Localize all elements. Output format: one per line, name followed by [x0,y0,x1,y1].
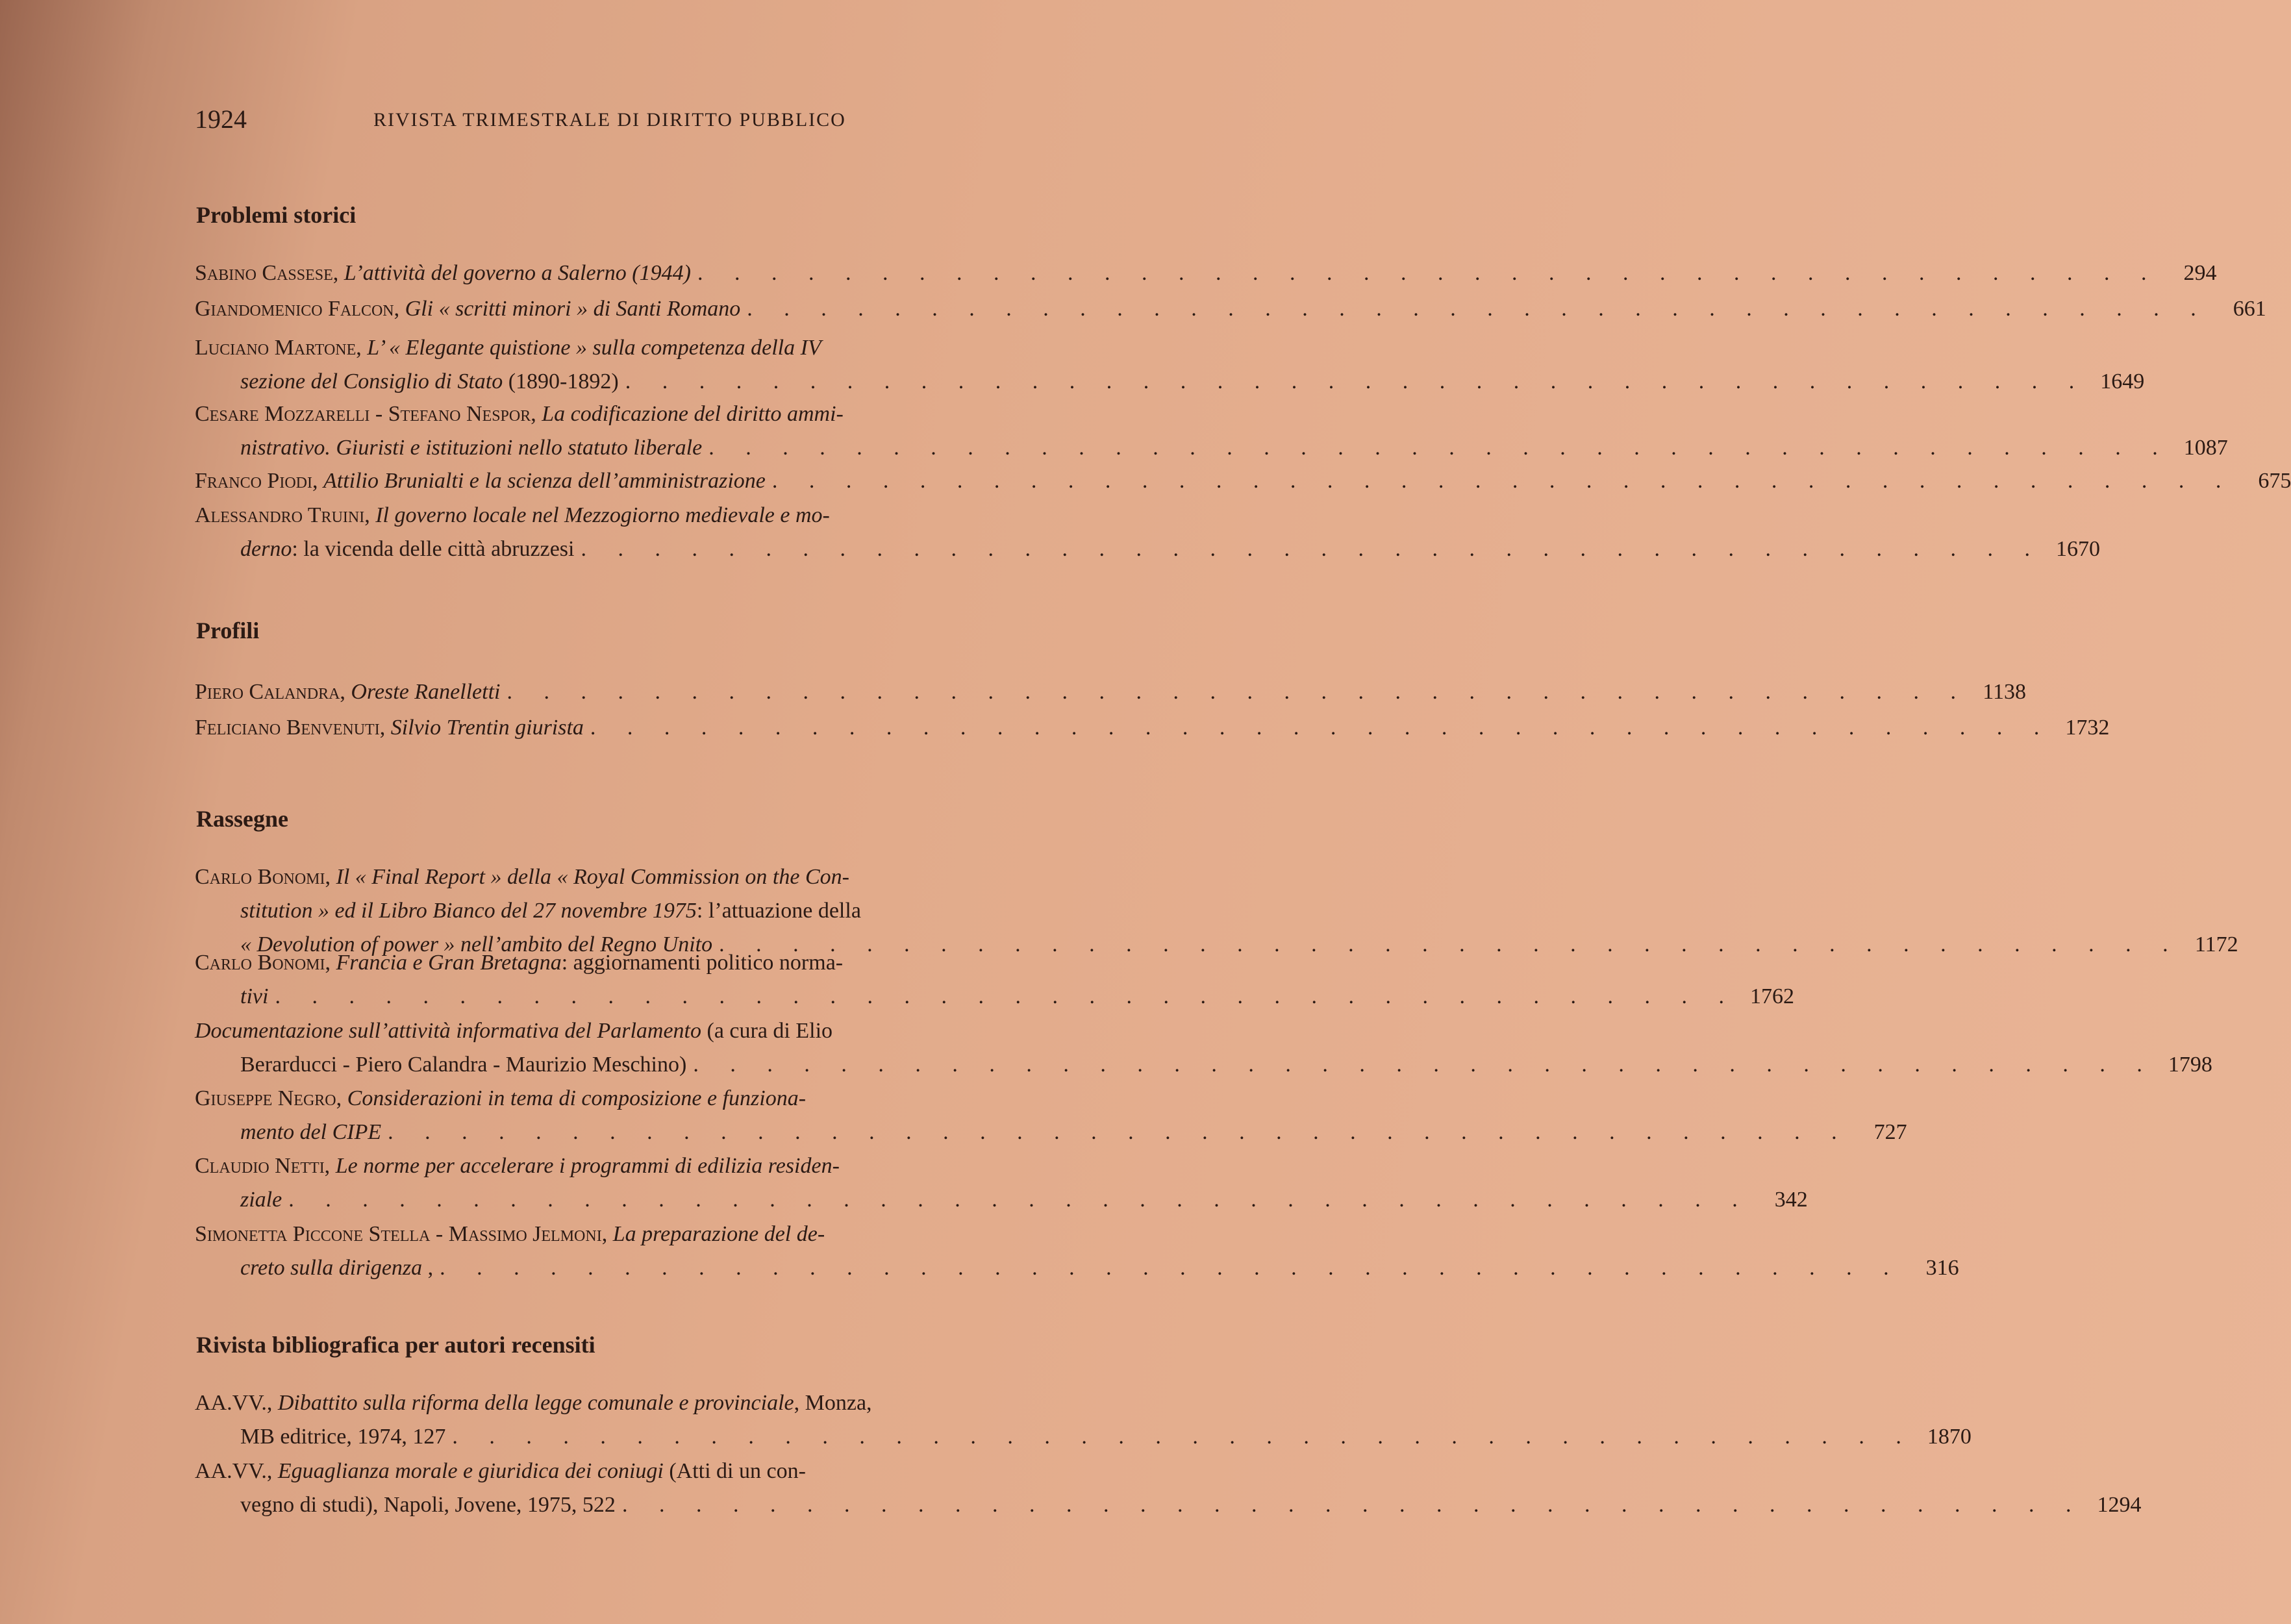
entry-author: Alessandro Truini, [195,503,376,527]
toc-entry [195,1014,2212,1082]
dot-leader: . . . . . . . . . . . . . . . . . . . . . . . . . . . . . . . . . . . . . . . . [708,436,2171,460]
entry-title: Silvio Trentin giurista [390,716,584,740]
entry-line [195,431,2228,465]
toc-entry [195,1386,1972,1454]
entry-page-number: 1294 [2097,1493,2142,1517]
entry-title: Considerazioni in tema di composizione e funziona- [347,1086,807,1110]
entry-author: AA.VV., [195,1391,278,1415]
entry-title: ziale [240,1188,282,1212]
entry-title: nistrativo. Giuristi e istituzioni nello statuto liberale [240,436,703,460]
entry-detail: (1890-1892) [503,369,619,394]
dot-leader: . . . . . . . . . . . . . . . . . . . . . . . . . . . . . . . . . . . . . . . . [388,1120,1850,1144]
entry-line [195,894,1029,928]
entry-title: derno [240,537,292,561]
section-heading: Problemi storici [196,202,357,228]
entry-text [195,1082,806,1116]
entry-author: AA.VV., [195,1459,278,1483]
entry-line [195,1082,1029,1116]
entry-text [195,499,830,532]
entry-page-number: 1762 [1749,984,1794,1008]
entry-line [195,711,2110,745]
entry-text [240,365,619,399]
dot-leader: . . . . . . . . . . . . . . . . . . . . . . . . . . . . . . . . . . . . . . . . [275,984,1737,1008]
entry-detail: , Monza, [794,1391,872,1415]
toc-entry [195,256,2217,290]
toc-entry [195,464,2291,498]
dot-leader: . . . . . . . . . . . . . . . . . . . . . . . . . . . . . . . . . . . . . . . . [625,369,2088,394]
entry-title: sezione del Consiglio di Stato [240,369,503,394]
entry-text [195,711,584,745]
entry-text [240,894,861,928]
toc-entry [195,499,2100,566]
entry-text [195,397,844,431]
entry-text [240,1048,686,1082]
entry-author: Luciano Martone, [195,336,368,360]
entry-line [195,946,1029,980]
entry-line [195,1014,1029,1048]
entry-title: Gli « scritti minori » di Santi Romano [405,297,741,321]
entry-line [195,1251,1959,1285]
entry-line [195,980,1794,1014]
entry-detail: : l’attuazione della [696,899,861,923]
entry-text [240,1116,381,1149]
entry-line [195,1149,1029,1183]
page-number: 1924 [195,105,247,134]
entry-text [240,1420,445,1454]
entry-title: L’attività del governo a Salerno (1944) [344,261,691,285]
dot-leader: . . . . . . . . . . . . . . . . . . . . . . . . . . . . . . . . . . . . . . . . [590,716,2053,740]
entry-text [195,946,843,980]
entry-page-number: 1798 [2168,1053,2212,1077]
entry-text [195,292,740,326]
entry-title: L’ « Elegante quistione » sulla competenza della IV [367,336,821,360]
entry-page-number: 1087 [2183,436,2228,460]
entry-author: Carlo Bonomi, [195,865,336,889]
entry-text [195,464,766,498]
entry-text [195,331,821,365]
entry-line [195,1116,1907,1149]
entry-line [195,331,1029,365]
entry-title: Attilio Brunialti e la scienza dell’amministrazione [323,469,766,493]
entry-author: Simonetta Piccone Stella - Massimo Jelmoni, [195,1222,613,1246]
entry-detail: : aggiornamenti politico norma- [561,951,844,975]
entry-line [195,1488,2142,1522]
entry-title: Il governo locale nel Mezzogiorno medievale e mo- [375,503,830,527]
entry-author: Franco Piodi, [195,469,323,493]
entry-page-number: 316 [1925,1256,1959,1280]
entry-detail: : la vicenda delle città abruzzesi [292,537,575,561]
entry-author: Carlo Bonomi, [195,951,336,975]
entry-text [195,1014,833,1048]
toc-entry [195,711,2110,745]
entry-line [195,675,2026,709]
entry-text [240,1183,282,1217]
dot-leader: . . . . . . . . . . . . . . . . . . . . . . . . . . . . . . . . . . . . . . . . [440,1256,1902,1280]
entry-text [195,860,849,894]
entry-title: Le norme per accelerare i programmi di edilizia residen- [335,1154,840,1178]
entry-line [195,1420,1972,1454]
entry-author: Feliciano Benvenuti, [195,716,391,740]
entry-text [195,675,501,709]
entry-title: « Devolution of power » nell’ambito del Regno Unito [240,932,713,956]
entry-line [195,860,1029,894]
entry-detail: MB editrice, 1974, 127 [240,1425,446,1449]
entry-page-number: 1732 [2065,716,2110,740]
entry-title: Il « Final Report » della « Royal Commission on the Con- [336,865,849,889]
dot-leader: . . . . . . . . . . . . . . . . . . . . . . . . . . . . . . . . . . . . . . . . [581,537,2043,561]
entry-line [195,464,2291,498]
entry-line [195,292,2266,326]
entry-page-number: 661 [2233,297,2266,321]
entry-line [195,499,1029,532]
dot-leader: . . . . . . . . . . . . . . . . . . . . . . . . . . . . . . . . . . . . . . . . [747,297,2209,321]
toc-entry [195,331,2145,399]
entry-author: Sabino Cassese, [195,261,344,285]
entry-detail: , [422,1256,434,1280]
entry-text [195,1386,872,1420]
toc-entry [195,1149,1808,1217]
toc-entry [195,946,1794,1014]
dot-leader: . . . . . . . . . . . . . . . . . . . . . . . . . . . . . . . . . . . . . . . . [693,1053,2155,1077]
entry-detail: (Atti di un con- [663,1459,806,1483]
entry-title: mento del CIPE [240,1120,382,1144]
section-heading: Rivista bibliografica per autori recensiti [196,1332,595,1358]
toc-entry [195,1455,2142,1522]
entry-text [195,1455,806,1488]
dot-leader: . . . . . . . . . . . . . . . . . . . . . . . . . . . . . . . . . . . . . . . . [621,1493,2084,1517]
entry-title: La preparazione del de- [612,1222,825,1246]
entry-page-number: 1670 [2056,537,2100,561]
entry-detail: (a cura di Elio [701,1019,833,1043]
toc-entry [195,675,2026,709]
toc-entry [195,1082,1907,1149]
entry-title: Dibattito sulla riforma della legge comunale e provinciale [277,1391,794,1415]
dot-leader: . . . . . . . . . . . . . . . . . . . . . . . . . . . . . . . . . . . . . . . . [697,261,2160,285]
entry-author: Giuseppe Negro, [195,1086,347,1110]
entry-page-number: 342 [1774,1188,1808,1212]
toc-entry [195,1218,1959,1285]
running-head [195,104,857,143]
section-heading: Rassegne [196,806,288,832]
entry-line [195,1183,1808,1217]
entry-page-number: 1649 [2100,369,2145,394]
entry-title: Francia e Gran Bretagna [336,951,562,975]
journal-title: RIVISTA TRIMESTRALE DI DIRITTO PUBBLICO [373,109,846,131]
entry-page-number: 675 [2258,469,2291,493]
entry-author: Giandomenico Falcon, [195,297,405,321]
dot-leader: . . . . . . . . . . . . . . . . . . . . . . . . . . . . . . . . . . . . . . . . [507,680,1969,704]
dot-leader: . . . . . . . . . . . . . . . . . . . . . . . . . . . . . . . . . . . . . . . . [719,932,2181,956]
entry-page-number: 1870 [1927,1425,1972,1449]
entry-author: Cesare Mozzarelli - Stefano Nespor, [195,402,542,426]
entry-page-number: 294 [2183,261,2217,285]
entry-line [195,1455,1029,1488]
entry-text [195,1218,825,1251]
entry-title: creto sulla dirigenza [240,1256,423,1280]
entry-detail: vegno di studi), Napoli, Jovene, 1975, 522 [240,1493,616,1517]
entry-author: Claudio Netti, [195,1154,336,1178]
entry-detail: Berarducci - Piero Calandra - Maurizio Meschino) [240,1053,687,1077]
entry-line [195,1386,1029,1420]
entry-page-number: 1138 [1983,680,2026,704]
entry-page-number: 727 [1873,1120,1907,1144]
entry-text [240,1488,616,1522]
entry-title: La codificazione del diritto ammi- [542,402,844,426]
entry-text [195,256,691,290]
entry-line [195,256,2217,290]
dot-leader: . . . . . . . . . . . . . . . . . . . . . . . . . . . . . . . . . . . . . . . . [452,1425,1914,1449]
entry-line [195,532,2100,566]
entry-text [195,1149,840,1183]
entry-text [240,431,702,465]
entry-text [240,980,268,1014]
entry-title: stitution » ed il Libro Bianco del 27 novembre 1975 [240,899,697,923]
dot-leader: . . . . . . . . . . . . . . . . . . . . . . . . . . . . . . . . . . . . . . . . [771,469,2235,493]
entry-text [240,1251,433,1285]
section-heading: Profili [196,618,260,643]
entry-page-number: 1172 [2194,932,2238,956]
entry-line [195,1048,2212,1082]
toc-entry [195,292,2266,326]
toc-entry [195,397,2228,465]
entry-line [195,365,2145,399]
entry-title: Eguaglianza morale e giuridica dei coniugi [277,1459,664,1483]
entry-title: Oreste Ranelletti [351,680,501,704]
dot-leader: . . . . . . . . . . . . . . . . . . . . . . . . . . . . . . . . . . . . . . . . [288,1188,1751,1212]
entry-text [240,532,575,566]
entry-line [195,1218,1029,1251]
entry-author: Piero Calandra, [195,680,351,704]
entry-title: Documentazione sull’attività informativa del Parlamento [195,1019,702,1043]
entry-line [195,397,1029,431]
entry-title: tivi [240,984,269,1008]
